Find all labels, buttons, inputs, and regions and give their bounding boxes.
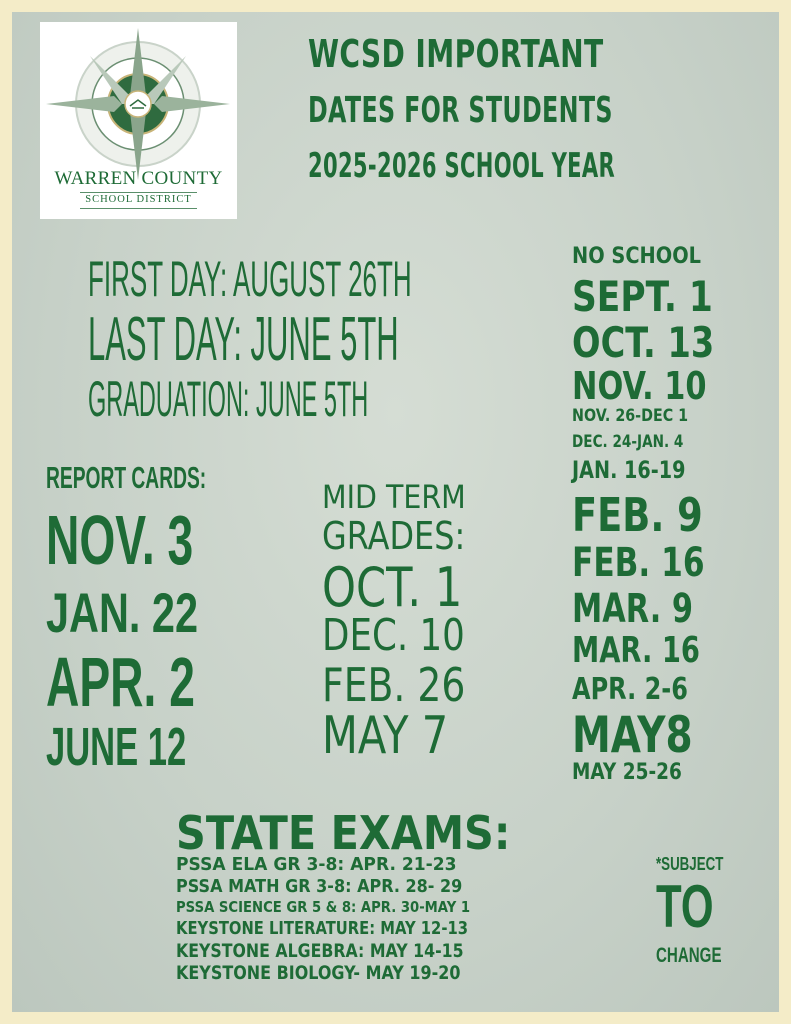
no-school-date: MAR. 16 xyxy=(572,630,700,671)
state-exam-item: KEYSTONE LITERATURE: MAY 12-13 xyxy=(176,918,468,939)
state-exam-item: PSSA MATH GR 3-8: APR. 28- 29 xyxy=(176,876,463,897)
first-day: FIRST DAY: AUGUST 26TH xyxy=(88,251,412,307)
logo-district-name: WARREN COUNTY xyxy=(54,168,223,189)
no-school-date: MAY8 xyxy=(572,706,693,764)
logo-divider xyxy=(80,192,197,193)
mid-term-date: DEC. 10 xyxy=(322,610,465,661)
mid-term-heading-line-1: MID TERM xyxy=(322,478,466,516)
report-card-date: NOV. 3 xyxy=(46,501,194,579)
mid-term-date: FEB. 26 xyxy=(322,658,466,712)
state-exams-heading: STATE EXAMS: xyxy=(176,806,511,860)
disclaimer-line-3: CHANGE xyxy=(656,944,722,967)
no-school-date: JAN. 16-19 xyxy=(572,456,686,484)
state-exam-item: KEYSTONE BIOLOGY- MAY 19-20 xyxy=(176,962,461,984)
no-school-date: APR. 2-6 xyxy=(572,672,688,707)
last-day: LAST DAY: JUNE 5TH xyxy=(88,305,399,374)
report-card-date: JAN. 22 xyxy=(46,581,199,644)
state-exam-item: KEYSTONE ALGEBRA: MAY 14-15 xyxy=(176,940,464,962)
no-school-date: OCT. 13 xyxy=(572,318,715,367)
no-school-date: FEB. 16 xyxy=(572,540,705,586)
no-school-date: DEC. 24-JAN. 4 xyxy=(572,432,684,452)
no-school-date: MAR. 9 xyxy=(572,586,694,632)
graduation: GRADUATION: JUNE 5TH xyxy=(88,371,369,427)
no-school-date: SEPT. 1 xyxy=(572,272,713,321)
disclaimer-line-1: *SUBJECT xyxy=(656,854,724,874)
no-school-heading: NO SCHOOL xyxy=(572,244,702,269)
mid-term-heading-line-2: GRADES: xyxy=(322,514,466,558)
no-school-date: MAY 25-26 xyxy=(572,760,682,785)
logo-divider xyxy=(80,208,197,209)
mid-term-date: OCT. 1 xyxy=(322,556,463,619)
state-exam-item: PSSA SCIENCE GR 5 & 8: APR. 30-MAY 1 xyxy=(176,898,471,916)
disclaimer-line-2: TO xyxy=(656,873,714,940)
title-line-1: WCSD IMPORTANT xyxy=(308,32,604,76)
district-logo xyxy=(40,22,237,219)
title-line-3: 2025-2026 SCHOOL YEAR xyxy=(308,146,616,186)
mid-term-date: MAY 7 xyxy=(322,706,449,766)
report-card-date: APR. 2 xyxy=(46,643,195,721)
report-card-date: JUNE 12 xyxy=(46,717,187,777)
title-line-2: DATES FOR STUDENTS xyxy=(308,90,613,131)
no-school-date: NOV. 26-DEC 1 xyxy=(572,406,689,426)
logo-district-subtitle: SCHOOL DISTRICT xyxy=(85,194,192,205)
poster xyxy=(12,12,779,1012)
no-school-date: NOV. 10 xyxy=(572,364,707,408)
state-exam-item: PSSA ELA GR 3-8: APR. 21-23 xyxy=(176,854,457,875)
no-school-date: FEB. 9 xyxy=(572,488,703,542)
report-cards-heading: REPORT CARDS: xyxy=(46,460,207,495)
